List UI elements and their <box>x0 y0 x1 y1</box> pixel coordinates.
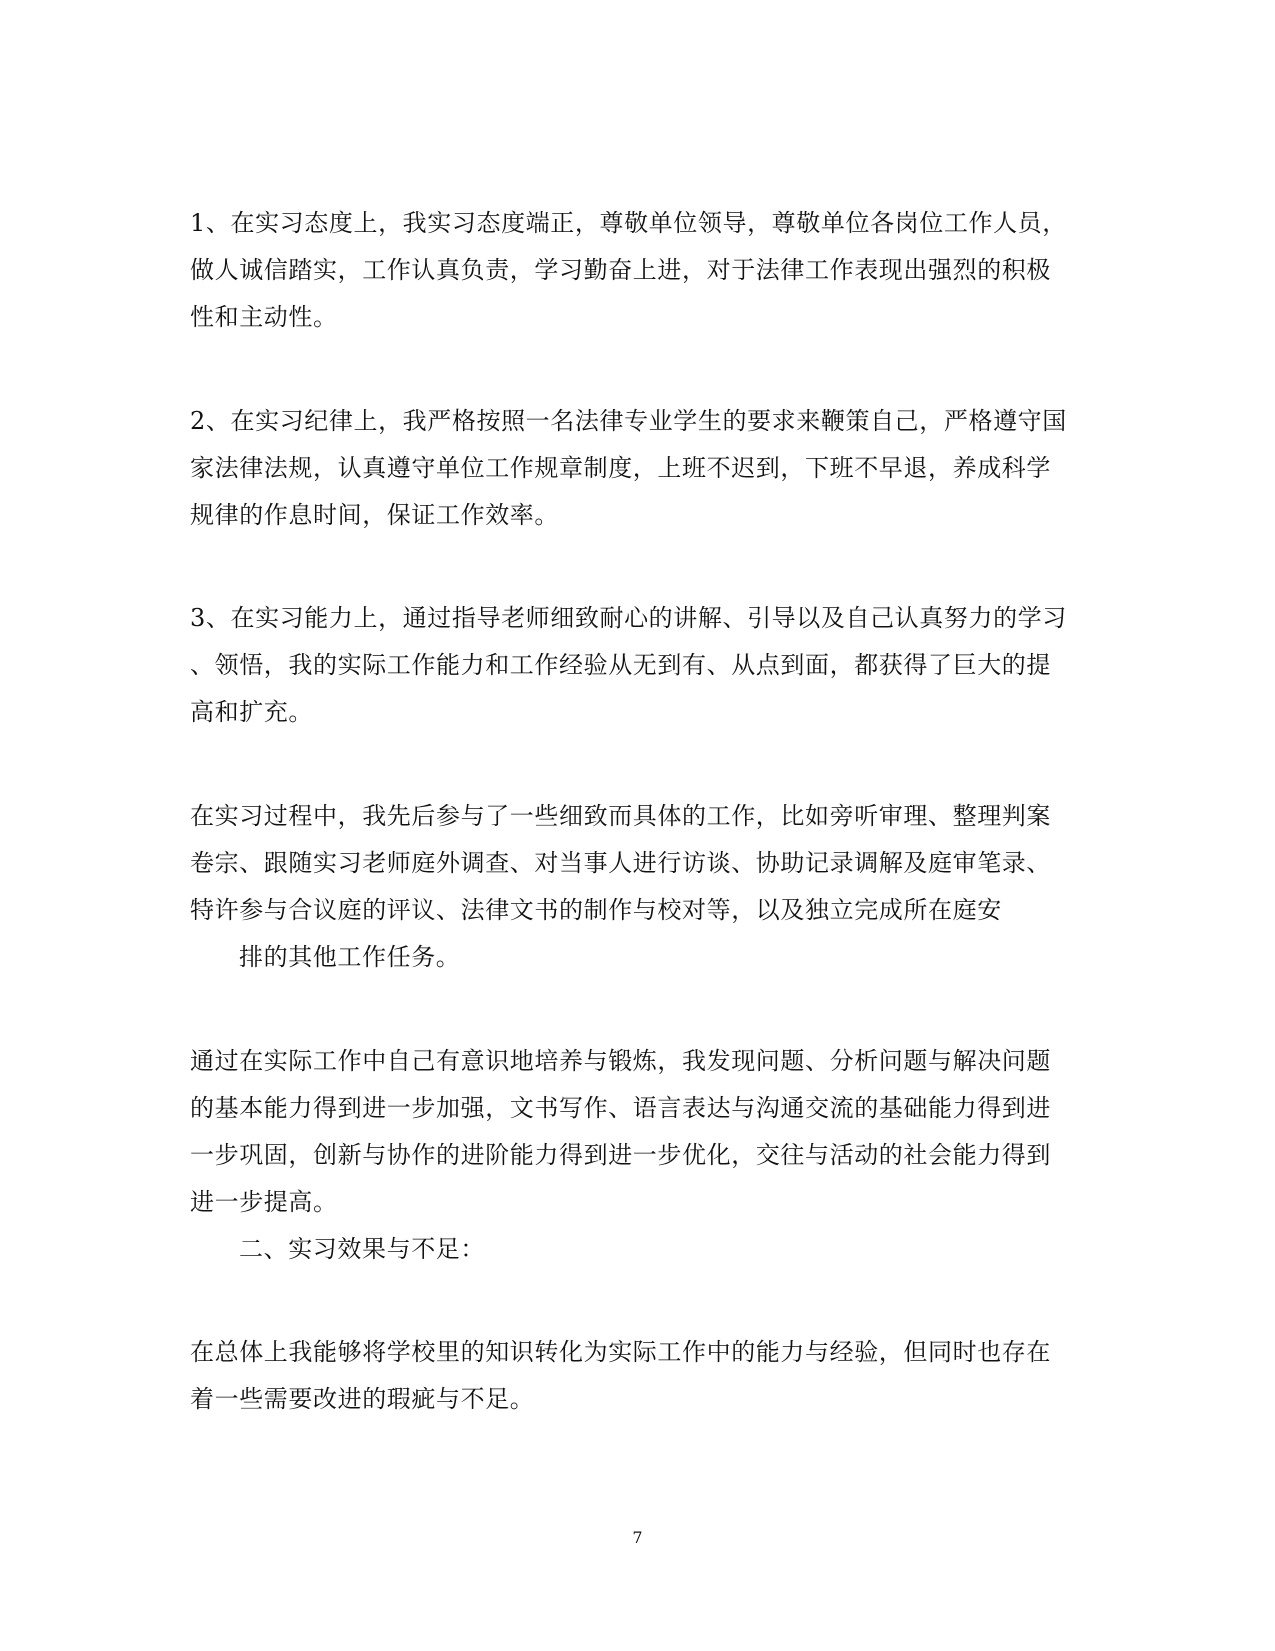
paragraph-5-line-1: 通过在实际工作中自己有意识地培养与锻炼，我发现问题、分析问题与解决问题 <box>190 1047 1051 1075</box>
paragraph-4-line-2: 卷宗、跟随实习老师庭外调查、对当事人进行访谈、协助记录调解及庭审笔录、 <box>190 849 1051 877</box>
paragraph-3-line-1: 3、在实习能力上，通过指导老师细致耐心的讲解、引导以及自己认真努力的学习 <box>190 604 1067 632</box>
paragraph-7-line-1: 在总体上我能够将学校里的知识转化为实际工作中的能力与经验，但同时也存在 <box>190 1338 1051 1366</box>
paragraph-2-line-3: 规律的作息时间，保证工作效率。 <box>190 501 559 529</box>
paragraph-2-line-1: 2、在实习纪律上，我严格按照一名法律专业学生的要求来鞭策自己，严格遵守国 <box>190 407 1067 435</box>
paragraph-5-line-2: 的基本能力得到进一步加强，文书写作、语言表达与沟通交流的基础能力得到进 <box>190 1094 1051 1122</box>
paragraph-1-line-1: 1、在实习态度上，我实习态度端正，尊敬单位领导，尊敬单位各岗位工作人员， <box>190 209 1067 237</box>
paragraph-2-line-2: 家法律法规，认真遵守单位工作规章制度，上班不迟到，下班不早退，养成科学 <box>190 454 1051 482</box>
paragraph-3-line-3: 高和扩充。 <box>190 698 313 726</box>
section-heading: 二、实习效果与不足： <box>239 1235 485 1263</box>
paragraph-5-line-4: 进一步提高。 <box>190 1188 338 1216</box>
paragraph-3-line-2: 、领悟，我的实际工作能力和工作经验从无到有、从点到面，都获得了巨大的提 <box>190 651 1051 679</box>
paragraph-4-line-4: 排的其他工作任务。 <box>239 943 461 971</box>
paragraph-4-line-3: 特许参与合议庭的评议、法律文书的制作与校对等，以及独立完成所在庭安 <box>190 896 1002 924</box>
paragraph-4-line-1: 在实习过程中，我先后参与了一些细致而具体的工作，比如旁听审理、整理判案 <box>190 802 1051 830</box>
paragraph-1-line-2: 做人诚信踏实，工作认真负责，学习勤奋上进，对于法律工作表现出强烈的积极 <box>190 256 1051 284</box>
page-number: 7 <box>632 1528 643 1547</box>
paragraph-7-line-2: 着一些需要改进的瑕疵与不足。 <box>190 1385 535 1413</box>
paragraph-1-line-3: 性和主动性。 <box>190 303 338 331</box>
paragraph-5-line-3: 一步巩固，创新与协作的进阶能力得到进一步优化，交往与活动的社会能力得到 <box>190 1141 1051 1169</box>
